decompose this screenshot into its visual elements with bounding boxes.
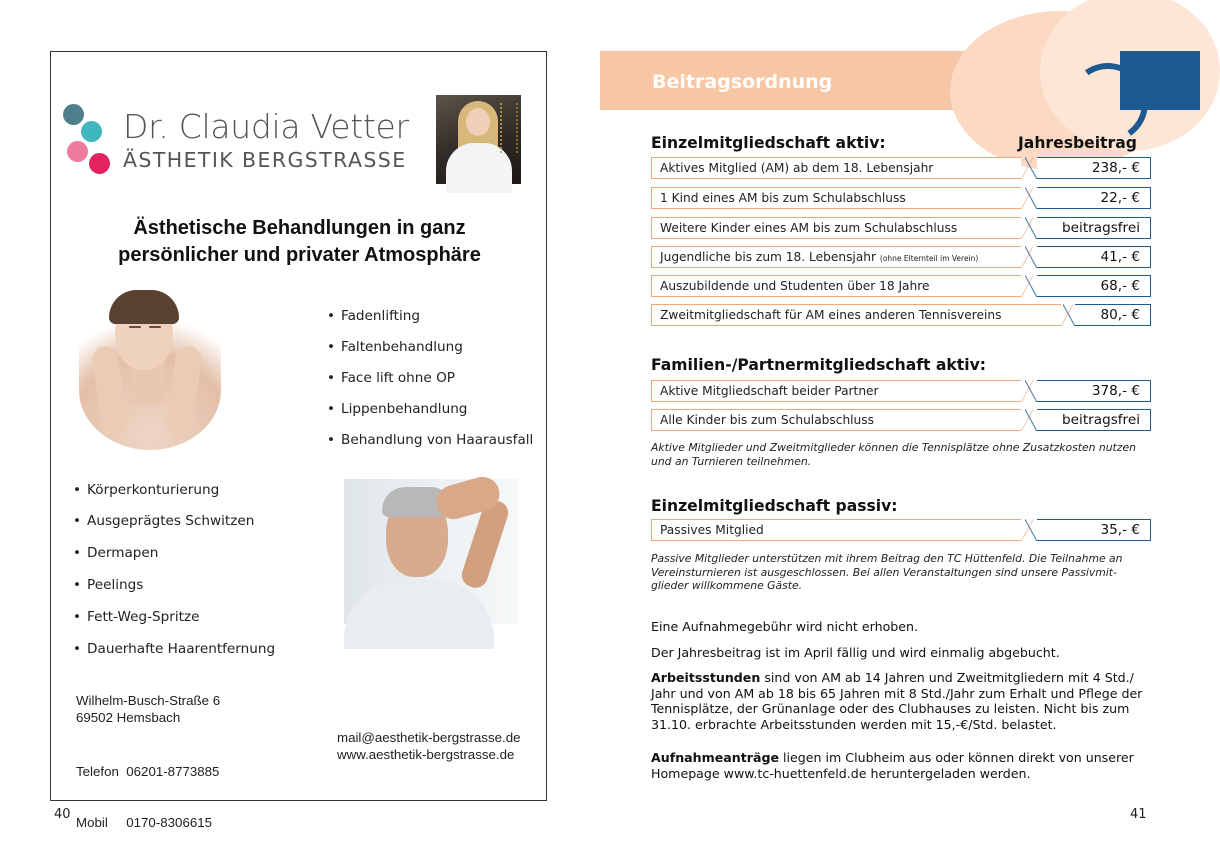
woman-face-photo xyxy=(79,290,221,450)
fee-value: 35,- € xyxy=(1037,519,1151,541)
section-heading: Einzelmitgliedschaft aktiv: xyxy=(651,134,886,152)
fee-value: 80,- € xyxy=(1075,304,1151,326)
email-link[interactable]: mail@aesthetik-bergstrasse.de xyxy=(337,730,521,745)
logo-dot xyxy=(81,121,102,142)
fee-label: Alle Kinder bis zum Schulabschluss xyxy=(651,409,1021,431)
para-text: Eine Aufnahmegebühr wird nicht erhoben. xyxy=(651,619,918,634)
headline-line: persönlicher und privater Atmosphäre xyxy=(118,244,481,266)
brand-name: Dr. Claudia Vetter xyxy=(123,107,409,146)
phone-line: Telefon 06201-8773885 xyxy=(76,764,220,779)
info-paragraph xyxy=(651,619,1151,635)
list-item: • Fadenlifting xyxy=(327,308,420,324)
column-header: Jahresbeitrag xyxy=(1018,134,1137,152)
brand-subtitle: ÄSTHETIK BERGSTRASSE xyxy=(123,148,407,172)
para-text: sind von AM ab 14 Jahren und Zweitmitgliedern mit 4 Std./ Jahr und von AM ab 18 bis 65 Jahren mit 8 Std./Jahr zum Erhalt und Pflege der Tennisplätze, der Grünanlage oder des Clubhauses zu leisten. Nicht bis zum 31.10. erbrachte Arbeitsstunden werden mit 15,-€/Std. belastet. xyxy=(651,670,1143,732)
list-item: • Ausgeprägtes Schwitzen xyxy=(73,513,254,529)
list-item: • Faltenbehandlung xyxy=(327,339,463,355)
section-note: Aktive Mitglieder und Zweitmitglieder können die Tennisplätze ohne Zusatzkosten nutzen und an Turnieren teilnehmen. xyxy=(651,441,1136,468)
fee-value: 68,- € xyxy=(1037,275,1151,297)
info-paragraph xyxy=(651,645,1151,661)
fee-label: Zweitmitgliedschaft für AM eines anderen Tennisvereins xyxy=(651,304,1061,326)
address-line: Wilhelm-Busch-Straße 6 xyxy=(76,693,221,708)
list-item: • Peelings xyxy=(73,577,143,593)
logo-dots xyxy=(63,104,113,176)
fee-value: 22,- € xyxy=(1037,187,1151,209)
man-hair-photo xyxy=(344,479,519,624)
logo-dot xyxy=(67,141,88,162)
phone-block xyxy=(76,729,219,865)
fee-row xyxy=(651,304,1151,326)
fee-label: 1 Kind eines AM bis zum Schulabschluss xyxy=(651,187,1021,209)
section-heading: Familien-/Partnermitgliedschaft aktiv: xyxy=(651,356,986,374)
logo-dot xyxy=(63,104,84,125)
para-bold: Aufnahmeanträge xyxy=(651,750,780,765)
fee-value: 238,- € xyxy=(1037,157,1151,179)
fee-label-note: (ohne Elternteil im Verein) xyxy=(879,254,979,263)
list-item: • Dauerhafte Haarentfernung xyxy=(73,641,275,657)
list-item: • Lippenbehandlung xyxy=(327,401,467,417)
headline-line: Ästhetische Behandlungen in ganz xyxy=(133,217,466,239)
page-title: Beitragsordnung xyxy=(652,71,833,93)
section-note: Passive Mitglieder unterstützen mit ihrem Beitrag den TC Hüttenfeld. Die Teilnahme an Vereinsturnieren ist ausgeschlossen. Bei allen Veranstaltungen sind unsere Passivmit-glieder willkommene Gäste. xyxy=(651,552,1123,592)
list-item: • Körperkonturierung xyxy=(73,482,219,498)
fee-row xyxy=(651,519,1151,541)
list-item: • Fett-Weg-Spritze xyxy=(73,609,199,625)
fee-label: Passives Mitglied xyxy=(651,519,1021,541)
phone-line: Mobil 0170-8306615 xyxy=(76,815,213,830)
fee-label: Weitere Kinder eines AM bis zum Schulabschluss xyxy=(651,217,1021,239)
fee-value: beitragsfrei xyxy=(1037,409,1151,431)
ad-headline xyxy=(51,215,548,269)
fee-value: 41,- € xyxy=(1037,246,1151,268)
fee-value: 378,- € xyxy=(1037,380,1151,402)
list-item: • Behandlung von Haarausfall xyxy=(327,432,533,448)
fee-row xyxy=(651,157,1151,179)
fee-row xyxy=(651,246,1151,268)
section-heading: Einzelmitgliedschaft passiv: xyxy=(651,497,898,515)
page-number-left: 40 xyxy=(54,807,71,822)
para-bold: Arbeitsstunden xyxy=(651,670,761,685)
logo-dot xyxy=(89,153,110,174)
fee-row xyxy=(651,380,1151,402)
fee-row xyxy=(651,275,1151,297)
web-block xyxy=(337,729,520,763)
info-paragraph xyxy=(651,670,1151,732)
fee-row xyxy=(651,187,1151,209)
website-link[interactable]: www.aesthetik-bergstrasse.de xyxy=(337,747,515,762)
address-line: 69502 Hemsbach xyxy=(76,710,181,725)
fee-label xyxy=(651,246,1021,268)
portrait-photo xyxy=(436,95,521,184)
page-number-right: 41 xyxy=(1130,807,1147,822)
fee-label: Aktive Mitgliedschaft beider Partner xyxy=(651,380,1021,402)
fee-value: beitragsfrei xyxy=(1037,217,1151,239)
list-item: • Dermapen xyxy=(73,545,158,561)
fee-label-text: Jugendliche bis zum 18. Lebensjahr xyxy=(660,250,877,264)
list-item: • Face lift ohne OP xyxy=(327,370,455,386)
address-block xyxy=(76,692,220,726)
para-text: Der Jahresbeitrag ist im April fällig und wird einmalig abgebucht. xyxy=(651,645,1060,660)
fee-row xyxy=(651,217,1151,239)
info-paragraph xyxy=(651,750,1151,781)
fee-label: Aktives Mitglied (AM) ab dem 18. Lebensjahr xyxy=(651,157,1021,179)
fee-row xyxy=(651,409,1151,431)
fee-label: Auszubildende und Studenten über 18 Jahre xyxy=(651,275,1021,297)
para-text: liegen im Clubheim aus oder können direkt von unserer Homepage www.tc-huettenfeld.de heruntergeladen werden. xyxy=(651,750,1134,781)
